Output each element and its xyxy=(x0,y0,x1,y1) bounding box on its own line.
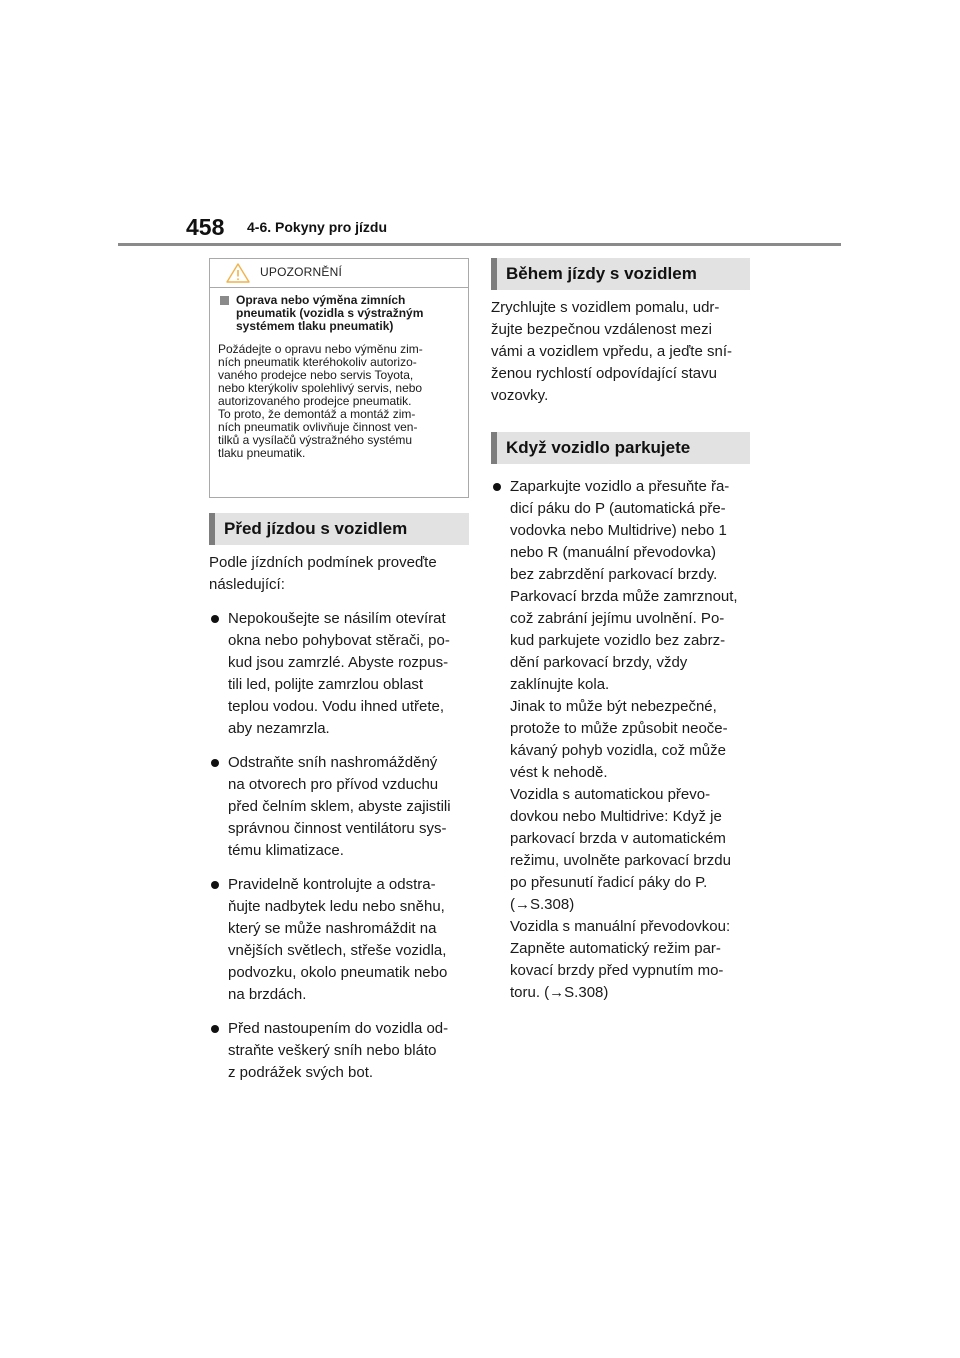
bullet-dot-icon xyxy=(493,483,501,491)
list-item-text: Před nastoupením do vozidla od- straňte veškerý sníh nebo bláto z podrážek svých bot. xyxy=(228,1020,449,1081)
warning-text: Požádejte o opravu nebo výměnu zim- ních pneumatik kteréhokoliv autorizo- vaného prodejce nebo servis Toyota, nebo kterýkoliv spolehlivý servis, nebo autorizovaného prodejce pneumatik. To proto, že demontáž a montáž zim- ních pneumatik ovlivňuje činnost ven- tilků a vysílačů výstražného systému tlaku pneumatik. xyxy=(218,342,423,460)
list-item-text: Odstraňte sníh nashromážděný na otvorech pro přívod vzduchu před čelním sklem, abyste zajistili správnou činnost ventilátoru sys- tému klimatizace. xyxy=(228,754,451,859)
section-title: 4-6. Pokyny pro jízdu xyxy=(247,219,388,235)
list-item-text: Zaparkujte vozidlo a přesuňte řa- dicí páku do P (automatická pře- vodovka nebo Multidrive) nebo 1 nebo R (manuální převodovka) bez zabrzdění parkovací brzdy. Parkovací brzda může zamrznout, což zabrání jejímu uvolnění. Po- kud parkujete vozidlo bez zabrz- dění parkovací brzdy, vždy zaklínujte kola. Jinak to může být nebezpečné, protože to může způsobit neoče- kávaný pohyb vozidla, což může vést k nehodě. Vozidla s automatickou převo- dovkou nebo Multidrive: Když je parkovací brzda v automatickém režimu, uvolněte parkovací brzdu po přesunutí řadicí páky do P. (→S.308) Vozidla s manuální převodovkou: Zapněte automatický režim par- kovací brzdy před vypnutím mo- toru. (→S.308) xyxy=(510,478,738,1001)
before-driving-intro: Podle jízdních podmínek proveďte následující: xyxy=(209,554,437,593)
right-column xyxy=(491,258,750,1004)
list-item-text: Nepokoušejte se násilím otevírat okna nebo pohybovat stěrači, po- kud jsou zamrzlé. Abyste rozpus- tili led, polijte zamrzlou oblast teplou vodou. Vodu ihned utřete, aby nezamrzla. xyxy=(228,610,450,737)
left-column xyxy=(209,258,469,1084)
list-item xyxy=(209,874,469,1006)
page-number: 458 xyxy=(186,214,225,240)
list-item xyxy=(209,1018,469,1084)
warning-header xyxy=(210,259,468,288)
before-driving-list xyxy=(209,608,469,1084)
warning-title xyxy=(218,294,460,333)
list-item xyxy=(209,608,469,740)
heading-while-driving: Během jízdy s vozidlem xyxy=(491,258,750,290)
warning-title-marker-icon xyxy=(220,296,229,305)
warning-triangle-icon xyxy=(226,263,250,283)
heading-parking: Když vozidlo parkujete xyxy=(491,432,750,464)
header-rule xyxy=(118,243,841,246)
warning-title-text: Oprava nebo výměna zimních pneumatik (vozidla s výstražným systémem tlaku pneumatik) xyxy=(236,293,424,333)
list-item xyxy=(491,476,750,1004)
warning-label: UPOZORNĚNÍ xyxy=(260,265,343,279)
heading-before-driving: Před jízdou s vozidlem xyxy=(209,513,469,545)
bullet-dot-icon xyxy=(211,1025,219,1033)
bullet-dot-icon xyxy=(211,881,219,889)
parking-list xyxy=(491,476,750,1004)
while-driving-text: Zrychlujte s vozidlem pomalu, udr- žujte bezpečnou vzdálenost mezi vámi a vozidlem vpředu, a jeďte sní- ženou rychlostí odpovídající stavu vozovky. xyxy=(491,299,732,404)
bullet-dot-icon xyxy=(211,615,219,623)
list-item-text: Pravidelně kontrolujte a odstra- ňujte nadbytek ledu nebo sněhu, který se může nashromáždit na vnějších světlech, střeše vozidla, podvozku, okolo pneumatik nebo na brzdách. xyxy=(228,876,448,1003)
warning-box xyxy=(209,258,469,498)
bullet-dot-icon xyxy=(211,759,219,767)
list-item xyxy=(209,752,469,862)
